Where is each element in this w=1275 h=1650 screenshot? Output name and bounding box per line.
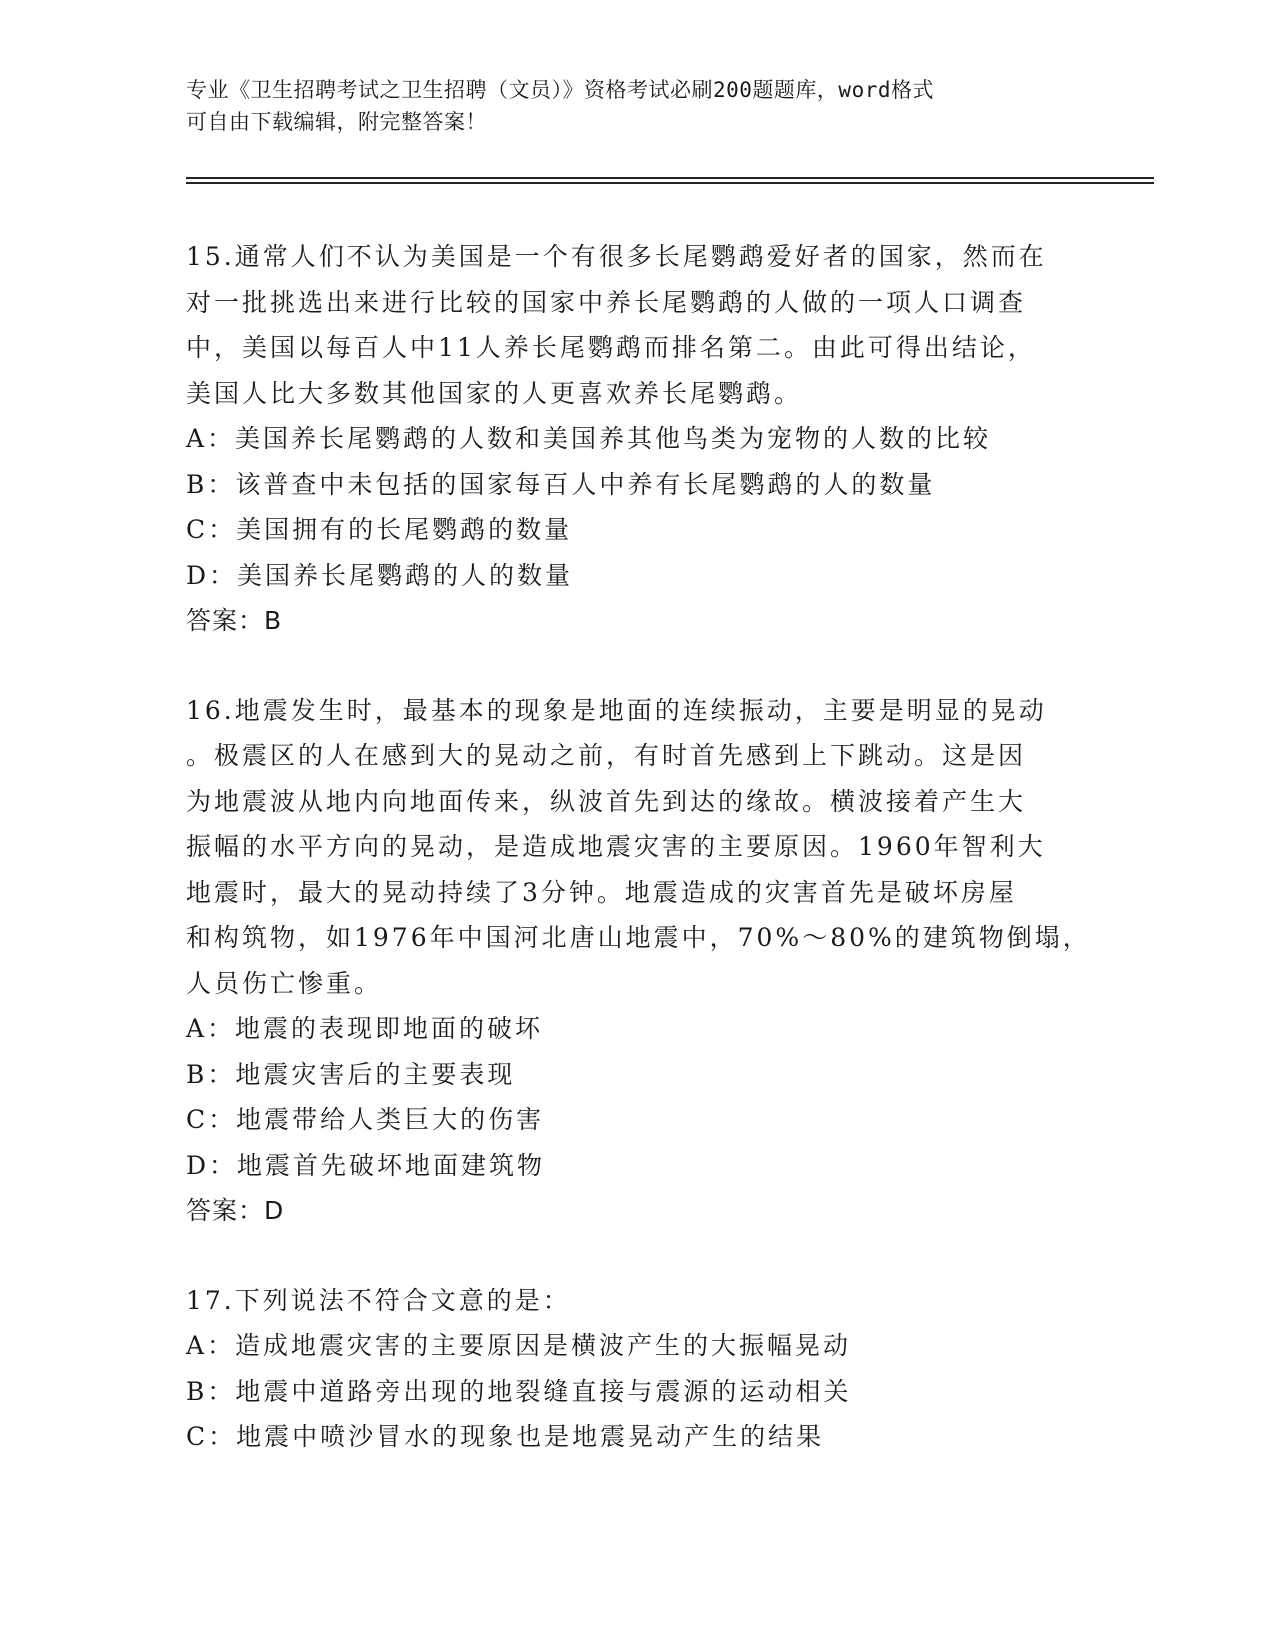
question-stem-line: 15.通常人们不认为美国是一个有很多长尾鹦鹉爱好者的国家，然而在 (186, 242, 1047, 271)
question-stem-line: 对一批挑选出来进行比较的国家中养长尾鹦鹉的人做的一项人口调查 (186, 287, 1027, 317)
question-16 (186, 688, 1106, 1234)
question-stem-line: 地震时，最大的晃动持续了3分钟。地震造成的灾害首先是破坏房屋 (186, 877, 1017, 907)
option-a: A：美国养长尾鹦鹉的人数和美国养其他鸟类为宠物的人数的比较 (186, 424, 992, 453)
question-stem-line: 振幅的水平方向的晃动，是造成地震灾害的主要原因。1960年智利大 (186, 832, 1046, 861)
option-b: B：该普查中未包括的国家每百人中养有长尾鹦鹉的人的数量 (186, 469, 936, 499)
question-stem-line: 为地震波从地内向地面传来，纵波首先到达的缘故。横波接着产生大 (186, 786, 1027, 816)
option-b: B：地震中道路旁出现的地裂缝直接与震源的运动相关 (186, 1376, 852, 1406)
question-stem-line: 美国人比大多数其他国家的人更喜欢养长尾鹦鹉。 (186, 378, 803, 408)
header-line-2: 可自由下载编辑，附完整答案！ (186, 110, 487, 134)
question-stem-line: 中，美国以每百人中11人养长尾鹦鹉而排名第二。由此可得出结论， (186, 333, 1036, 362)
answer-line: 答案：B (186, 606, 283, 635)
question-stem-line: 人员伤亡惨重。 (186, 968, 383, 998)
question-15 (186, 234, 1106, 644)
answer-line: 答案：D (186, 1196, 285, 1225)
question-stem-line: 。极震区的人在感到大的晃动之前，有时首先感到上下跳动。这是因 (186, 741, 1027, 770)
option-d: D：地震首先破坏地面建筑物 (186, 1150, 546, 1180)
option-d: D：美国养长尾鹦鹉的人的数量 (186, 560, 574, 590)
header-line-1: 专业《卫生招聘考试之卫生招聘（文员）》资格考试必刷200题题库，word格式 (186, 78, 934, 102)
option-c: C：美国拥有的长尾鹦鹉的数量 (186, 515, 573, 544)
header-double-rule (186, 177, 1154, 184)
question-stem-line: 和构筑物，如1976年中国河北唐山地震中，70%～80%的建筑物倒塌， (186, 923, 1091, 952)
question-stem-line: 16.地震发生时，最基本的现象是地面的连续振动，主要是明显的晃动 (186, 695, 1047, 725)
option-c: C：地震带给人类巨大的伤害 (186, 1105, 545, 1134)
document-header (186, 74, 1086, 138)
option-a: A：造成地震灾害的主要原因是横波产生的大振幅晃动 (186, 1331, 852, 1360)
option-b: B：地震灾害后的主要表现 (186, 1059, 516, 1089)
question-stem-line: 17.下列说法不符合文意的是： (186, 1285, 571, 1315)
option-c: C：地震中喷沙冒水的现象也是地震晃动产生的结果 (186, 1422, 825, 1451)
option-a: A：地震的表现即地面的破坏 (186, 1014, 544, 1043)
question-list (186, 234, 1106, 1460)
question-17 (186, 1278, 1106, 1460)
